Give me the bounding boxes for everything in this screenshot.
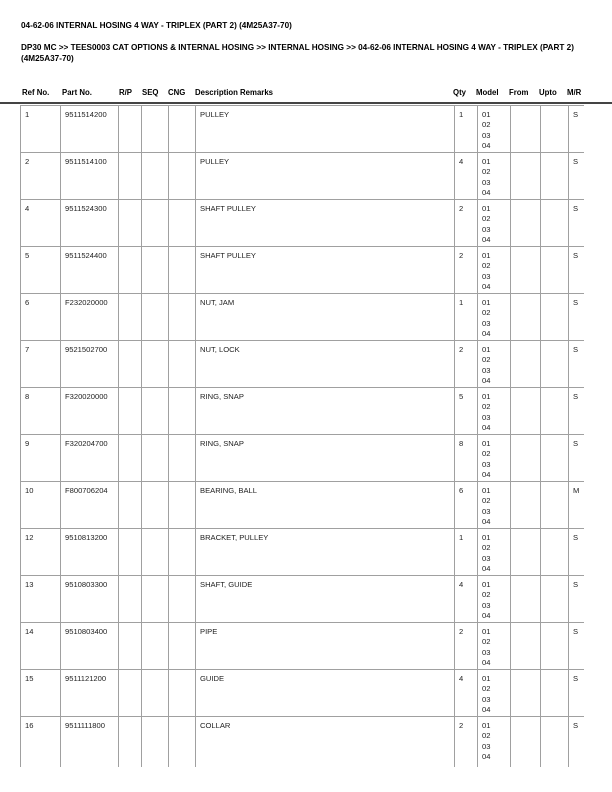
rp-cell — [119, 200, 142, 247]
description-cell: RING, SNAP — [196, 435, 455, 482]
model-cell — [478, 576, 511, 623]
upto-cell — [541, 106, 569, 153]
seq-cell — [142, 388, 169, 435]
model-code: 03 — [482, 365, 491, 375]
cng-cell — [169, 247, 196, 294]
upto-cell — [541, 576, 569, 623]
header-part-no: Part No. — [62, 88, 92, 97]
mr-cell: S — [569, 247, 585, 294]
table-row — [21, 388, 585, 435]
cng-cell — [169, 576, 196, 623]
table-row — [21, 529, 585, 576]
part-no-cell: 9511514200 — [61, 106, 119, 153]
seq-cell — [142, 106, 169, 153]
model-code: 03 — [482, 694, 491, 704]
model-cell — [478, 717, 511, 768]
qty-cell: 2 — [455, 341, 478, 388]
model-code: 03 — [482, 318, 491, 328]
mr-cell: S — [569, 106, 585, 153]
description-cell: RING, SNAP — [196, 388, 455, 435]
model-cell — [478, 247, 511, 294]
model-code: 02 — [482, 261, 491, 271]
description-cell: NUT, JAM — [196, 294, 455, 341]
model-code: 01 — [482, 251, 491, 260]
seq-cell — [142, 670, 169, 717]
model-code: 01 — [482, 580, 491, 589]
model-cell — [478, 153, 511, 200]
model-cell — [478, 482, 511, 529]
ref-no-cell: 5 — [21, 247, 61, 294]
model-code: 02 — [482, 496, 491, 506]
upto-cell — [541, 153, 569, 200]
ref-no-cell: 12 — [21, 529, 61, 576]
model-code: 03 — [482, 412, 491, 422]
cng-cell — [169, 106, 196, 153]
model-code: 01 — [482, 345, 491, 354]
rp-cell — [119, 717, 142, 768]
seq-cell — [142, 247, 169, 294]
ref-no-cell: 16 — [21, 717, 61, 768]
model-code: 04 — [482, 281, 491, 291]
model-code: 04 — [482, 751, 491, 761]
upto-cell — [541, 341, 569, 388]
mr-cell: S — [569, 341, 585, 388]
model-code: 02 — [482, 402, 491, 412]
from-cell — [511, 247, 541, 294]
description-cell: PULLEY — [196, 153, 455, 200]
from-cell — [511, 153, 541, 200]
model-code: 04 — [482, 375, 491, 385]
part-no-cell: 9521502700 — [61, 341, 119, 388]
description-cell: BRACKET, PULLEY — [196, 529, 455, 576]
model-code: 01 — [482, 533, 491, 542]
from-cell — [511, 717, 541, 768]
page-title: 04-62-06 INTERNAL HOSING 4 WAY - TRIPLEX (PART 2) (4M25A37-70) — [21, 21, 292, 30]
table-row — [21, 247, 585, 294]
ref-no-cell: 8 — [21, 388, 61, 435]
model-cell — [478, 670, 511, 717]
from-cell — [511, 576, 541, 623]
ref-no-cell: 13 — [21, 576, 61, 623]
rp-cell — [119, 247, 142, 294]
mr-cell: S — [569, 576, 585, 623]
cng-cell — [169, 623, 196, 670]
table-row — [21, 670, 585, 717]
model-code: 04 — [482, 187, 491, 197]
model-code: 03 — [482, 506, 491, 516]
mr-cell: S — [569, 435, 585, 482]
description-cell: SHAFT, GUIDE — [196, 576, 455, 623]
from-cell — [511, 200, 541, 247]
qty-cell: 4 — [455, 153, 478, 200]
model-code: 02 — [482, 167, 491, 177]
model-code: 03 — [482, 459, 491, 469]
model-code: 02 — [482, 684, 491, 694]
ref-no-cell: 15 — [21, 670, 61, 717]
seq-cell — [142, 529, 169, 576]
header-mr: M/R — [567, 88, 582, 97]
qty-cell: 5 — [455, 388, 478, 435]
from-cell — [511, 435, 541, 482]
from-cell — [511, 529, 541, 576]
upto-cell — [541, 482, 569, 529]
part-no-cell: F320020000 — [61, 388, 119, 435]
upto-cell — [541, 529, 569, 576]
qty-cell: 1 — [455, 106, 478, 153]
model-cell — [478, 294, 511, 341]
seq-cell — [142, 482, 169, 529]
table-row — [21, 153, 585, 200]
qty-cell: 2 — [455, 200, 478, 247]
header-cng: CNG — [168, 88, 186, 97]
part-no-cell: 9510803400 — [61, 623, 119, 670]
table-header — [0, 88, 612, 102]
mr-cell: S — [569, 717, 585, 768]
qty-cell: 2 — [455, 623, 478, 670]
rp-cell — [119, 576, 142, 623]
model-code: 04 — [482, 657, 491, 667]
qty-cell: 8 — [455, 435, 478, 482]
table-row — [21, 435, 585, 482]
rp-cell — [119, 388, 142, 435]
header-divider — [0, 102, 612, 104]
header-model: Model — [476, 88, 499, 97]
qty-cell: 2 — [455, 717, 478, 768]
model-cell — [478, 623, 511, 670]
model-code: 03 — [482, 271, 491, 281]
upto-cell — [541, 623, 569, 670]
ref-no-cell: 1 — [21, 106, 61, 153]
model-code: 04 — [482, 422, 491, 432]
model-cell — [478, 388, 511, 435]
model-code: 02 — [482, 308, 491, 318]
seq-cell — [142, 153, 169, 200]
rp-cell — [119, 106, 142, 153]
model-code: 02 — [482, 637, 491, 647]
rp-cell — [119, 482, 142, 529]
model-code: 03 — [482, 647, 491, 657]
qty-cell: 2 — [455, 247, 478, 294]
table-row — [21, 482, 585, 529]
mr-cell: S — [569, 153, 585, 200]
rp-cell — [119, 294, 142, 341]
model-cell — [478, 200, 511, 247]
model-code: 02 — [482, 355, 491, 365]
cng-cell — [169, 294, 196, 341]
from-cell — [511, 341, 541, 388]
part-no-cell: 9511121200 — [61, 670, 119, 717]
table-row — [21, 341, 585, 388]
description-cell: SHAFT PULLEY — [196, 200, 455, 247]
model-code: 04 — [482, 610, 491, 620]
mr-cell: S — [569, 623, 585, 670]
model-code: 04 — [482, 140, 491, 150]
cng-cell — [169, 435, 196, 482]
cng-cell — [169, 670, 196, 717]
part-no-cell: 9511524400 — [61, 247, 119, 294]
upto-cell — [541, 247, 569, 294]
header-qty: Qty — [453, 88, 466, 97]
cng-cell — [169, 153, 196, 200]
from-cell — [511, 482, 541, 529]
model-code: 01 — [482, 110, 491, 119]
model-code: 04 — [482, 516, 491, 526]
model-code: 03 — [482, 130, 491, 140]
part-no-cell: 9511524300 — [61, 200, 119, 247]
breadcrumb: DP30 MC >> TEES0003 CAT OPTIONS & INTERNAL HOSING >> INTERNAL HOSING >> 04-62-06 INTERNAL HOSING 4 WAY - TRIPLEX (PART 2) (4M25A37-70) — [21, 43, 574, 63]
model-code: 02 — [482, 449, 491, 459]
rp-cell — [119, 153, 142, 200]
table-row — [21, 576, 585, 623]
model-code: 01 — [482, 204, 491, 213]
description-cell: GUIDE — [196, 670, 455, 717]
description-cell: PULLEY — [196, 106, 455, 153]
seq-cell — [142, 717, 169, 768]
model-code: 01 — [482, 627, 491, 636]
rp-cell — [119, 670, 142, 717]
model-code: 01 — [482, 298, 491, 307]
model-code: 03 — [482, 177, 491, 187]
from-cell — [511, 670, 541, 717]
cng-cell — [169, 482, 196, 529]
part-no-cell: 9510813200 — [61, 529, 119, 576]
table-row — [21, 106, 585, 153]
ref-no-cell: 14 — [21, 623, 61, 670]
model-code: 01 — [482, 439, 491, 448]
model-code: 04 — [482, 469, 491, 479]
ref-no-cell: 6 — [21, 294, 61, 341]
upto-cell — [541, 717, 569, 768]
model-code: 01 — [482, 392, 491, 401]
model-code: 04 — [482, 563, 491, 573]
model-code: 01 — [482, 157, 491, 166]
parts-table — [20, 105, 584, 767]
model-code: 01 — [482, 721, 491, 730]
header-ref-no: Ref No. — [22, 88, 50, 97]
header-rp: R/P — [119, 88, 132, 97]
upto-cell — [541, 435, 569, 482]
part-no-cell: F232020000 — [61, 294, 119, 341]
model-cell — [478, 529, 511, 576]
ref-no-cell: 2 — [21, 153, 61, 200]
cng-cell — [169, 200, 196, 247]
model-cell — [478, 435, 511, 482]
model-code: 02 — [482, 120, 491, 130]
seq-cell — [142, 435, 169, 482]
table-row — [21, 623, 585, 670]
model-code: 03 — [482, 741, 491, 751]
mr-cell: M — [569, 482, 585, 529]
mr-cell: S — [569, 294, 585, 341]
model-code: 04 — [482, 328, 491, 338]
seq-cell — [142, 294, 169, 341]
rp-cell — [119, 623, 142, 670]
model-code: 01 — [482, 674, 491, 683]
part-no-cell: 9510803300 — [61, 576, 119, 623]
description-cell: NUT, LOCK — [196, 341, 455, 388]
header-description: Description Remarks — [195, 88, 273, 97]
model-code: 02 — [482, 590, 491, 600]
model-code: 03 — [482, 553, 491, 563]
description-cell: PIPE — [196, 623, 455, 670]
from-cell — [511, 388, 541, 435]
table-row — [21, 200, 585, 247]
description-cell: SHAFT PULLEY — [196, 247, 455, 294]
description-cell: COLLAR — [196, 717, 455, 768]
mr-cell: S — [569, 200, 585, 247]
qty-cell: 1 — [455, 294, 478, 341]
qty-cell: 1 — [455, 529, 478, 576]
header-upto: Upto — [539, 88, 557, 97]
seq-cell — [142, 200, 169, 247]
seq-cell — [142, 576, 169, 623]
model-cell — [478, 106, 511, 153]
upto-cell — [541, 388, 569, 435]
part-no-cell: F800706204 — [61, 482, 119, 529]
model-code: 01 — [482, 486, 491, 495]
from-cell — [511, 294, 541, 341]
qty-cell: 4 — [455, 670, 478, 717]
model-code: 04 — [482, 704, 491, 714]
seq-cell — [142, 623, 169, 670]
ref-no-cell: 4 — [21, 200, 61, 247]
from-cell — [511, 623, 541, 670]
cng-cell — [169, 388, 196, 435]
ref-no-cell: 9 — [21, 435, 61, 482]
header-seq: SEQ — [142, 88, 159, 97]
table-row — [21, 294, 585, 341]
model-code: 03 — [482, 224, 491, 234]
seq-cell — [142, 341, 169, 388]
rp-cell — [119, 529, 142, 576]
model-code: 02 — [482, 543, 491, 553]
qty-cell: 4 — [455, 576, 478, 623]
cng-cell — [169, 529, 196, 576]
qty-cell: 6 — [455, 482, 478, 529]
part-no-cell: F320204700 — [61, 435, 119, 482]
ref-no-cell: 7 — [21, 341, 61, 388]
rp-cell — [119, 341, 142, 388]
model-code: 04 — [482, 234, 491, 244]
table-row — [21, 717, 585, 768]
from-cell — [511, 106, 541, 153]
upto-cell — [541, 294, 569, 341]
model-code: 02 — [482, 214, 491, 224]
upto-cell — [541, 200, 569, 247]
description-cell: BEARING, BALL — [196, 482, 455, 529]
upto-cell — [541, 670, 569, 717]
rp-cell — [119, 435, 142, 482]
model-code: 02 — [482, 731, 491, 741]
cng-cell — [169, 717, 196, 768]
part-no-cell: 9511514100 — [61, 153, 119, 200]
header-from: From — [509, 88, 529, 97]
part-no-cell: 9511111800 — [61, 717, 119, 768]
cng-cell — [169, 341, 196, 388]
ref-no-cell: 10 — [21, 482, 61, 529]
model-code: 03 — [482, 600, 491, 610]
mr-cell: S — [569, 670, 585, 717]
model-cell — [478, 341, 511, 388]
mr-cell: S — [569, 388, 585, 435]
mr-cell: S — [569, 529, 585, 576]
